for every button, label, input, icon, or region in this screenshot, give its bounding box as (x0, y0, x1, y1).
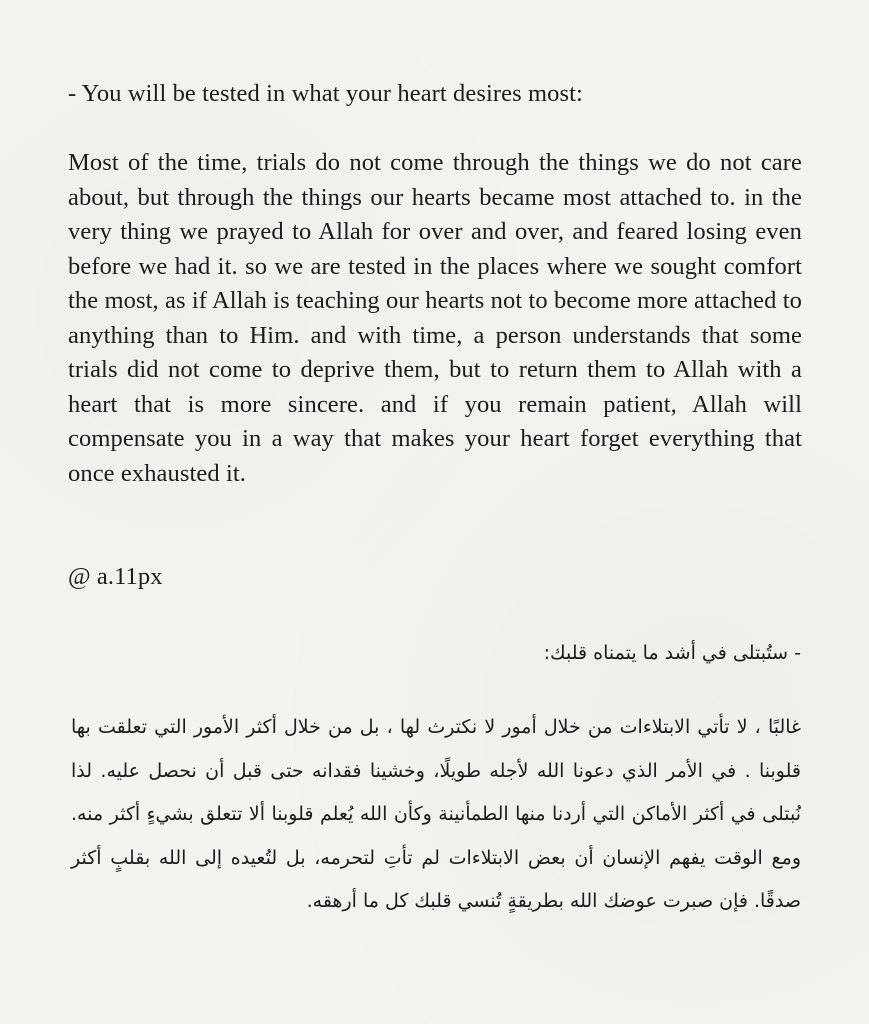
english-heading: - You will be tested in what your heart desires most: (68, 80, 583, 107)
author-handle: @ a.11px (68, 563, 163, 590)
english-paragraph: Most of the time, trials do not come through the things we do not care about, but through the things our hearts became most attached to. in the very thing we prayed to Allah for over and over, and feared losing even before we had it. so we are tested in the places where we sought comfort the most, as if Allah is teaching our hearts not to become more attached to anything than to Him. and with time, a person understands that some trials did not come to deprive them, but to return them to Allah with a heart that is more sincere. and if you remain patient, Allah will compensate you in a way that makes your heart forget everything that once exhausted it. (68, 149, 802, 487)
arabic-heading: - ستُبتلى في أشد ما يتمناه قلبك: (543, 642, 801, 664)
arabic-paragraph: غالبًا ، لا تأتي الابتلاءات من خلال أمور لا نكترث لها ، بل من خلال أكثر الأمور التي تعلقت بها قلوبنا . في الأمر الذي دعونا الله لأجله طويلًا، وخشينا فقدانه حتى قبل أن نحصل عليه. لذا نُبتلى في أكثر الأماكن التي أردنا منها الطمأنينة وكأن الله يُعلم قلوبنا ألا تتعلق بشيءٍ أكثر منه. ومع الوقت يفهم الإنسان أن بعض الابتلاءات لم تأتِ لتحرمه، بل لتُعيده إلى الله بقلبٍ أكثر صدقًا. فإن صبرت عوضك الله بطريقةٍ تُنسي قلبك كل ما أرهقه. (71, 716, 801, 912)
